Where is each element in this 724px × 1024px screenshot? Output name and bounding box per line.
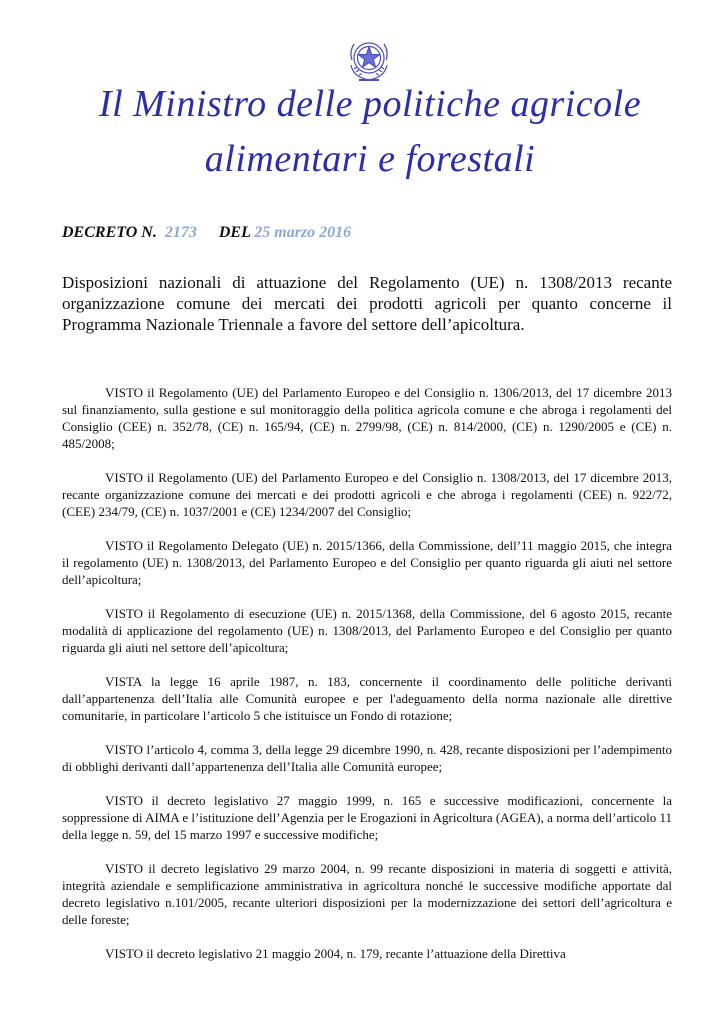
paragraph: VISTO il Regolamento (UE) del Parlamento Europeo e del Consiglio n. 1306/2013, del 17 dicembre 2013 sul finanziamento, sulla gestione e sul monitoraggio della politica agricola comune e che abroga i regolamenti del Consiglio (CEE) n. 352/78, (CE) n. 165/94, (CE) n. 2799/98, (CE) n. 814/2000, (CE) n. 1290/2005 e (CE) n. 485/2008; xyxy=(62,385,672,451)
ministry-title-line2: alimentari e forestali xyxy=(204,138,536,180)
decree-label: DECRETO N. xyxy=(62,224,157,241)
italian-republic-emblem-icon xyxy=(343,33,395,85)
decree-subject: Disposizioni nazionali di attuazione del Regolamento (UE) n. 1308/2013 recante organizzazione comune dei mercati dei prodotti agricoli per quanto concerne il Programma Nazionale Triennale a favore del settore dell’apicoltura. xyxy=(62,273,672,334)
decree-number: 2173 xyxy=(164,224,197,241)
paragraph: VISTO il decreto legislativo 29 marzo 2004, n. 99 recante disposizioni in materia di soggetti e attività, integrità aziendale e semplificazione amministrativa in agricoltura nonché le successive modifiche apportate dal decreto legislativo n.101/2005, recante ulteriori disposizioni per la modernizzazione dei settori dell’agricoltura e delle foreste; xyxy=(62,861,672,927)
paragraph: VISTO il decreto legislativo 27 maggio 1999, n. 165 e successive modificazioni, concernente la soppressione di AIMA e l’istituzione dell’Agenzia per le Erogazioni in Agricoltura (AGEA), a norma dell’articolo 11 della legge n. 59, del 15 marzo 1997 e successive modifiche; xyxy=(62,793,672,842)
decree-date: 25 marzo 2016 xyxy=(254,224,352,241)
decree-heading xyxy=(62,224,351,242)
paragraph: VISTO l’articolo 4, comma 3, della legge 29 dicembre 1990, n. 428, recante disposizioni per l’adempimento di obblighi derivanti dall’appartenenza dell’Italia alle Comunità europee; xyxy=(62,742,672,774)
paragraph: VISTA la legge 16 aprile 1987, n. 183, concernente il coordinamento delle politiche derivanti dall’appartenenza dell’Italia alle Comunità europee e per l'adeguamento della norma nazionale alle direttive comunitarie, in particolare l’articolo 5 che istituisce un Fondo di rotazione; xyxy=(62,674,672,723)
paragraph: VISTO il decreto legislativo 21 maggio 2004, n. 179, recante l’attuazione della Direttiva xyxy=(105,946,566,961)
paragraph: VISTO il Regolamento di esecuzione (UE) n. 2015/1368, della Commissione, del 6 agosto 2015, recante modalità di applicazione del regolamento (UE) n. 1308/2013, del Parlamento Europeo e del Consiglio per quanto riguarda gli aiuti nel settore dell’apicoltura; xyxy=(62,606,672,655)
decree-body xyxy=(62,384,672,979)
ministry-title-line1: Il Ministro delle politiche agricole xyxy=(98,83,642,125)
decree-del-label: DEL xyxy=(218,224,251,241)
paragraph: VISTO il Regolamento (UE) del Parlamento Europeo e del Consiglio n. 1308/2013, del 17 dicembre 2013, recante organizzazione comune dei mercati e dei prodotti agricoli e che abroga i regolamenti (CEE) n. 922/72, (CEE) 234/79, (CE) n. 1037/2001 e (CE) 1234/2007 del Consiglio; xyxy=(62,470,672,519)
paragraph: VISTO il Regolamento Delegato (UE) n. 2015/1366, della Commissione, dell’11 maggio 2015, che integra il regolamento (UE) n. 1308/2013, del Parlamento Europeo e del Consiglio per quanto riguarda gli aiuti nel settore dell’apicoltura; xyxy=(62,538,672,587)
